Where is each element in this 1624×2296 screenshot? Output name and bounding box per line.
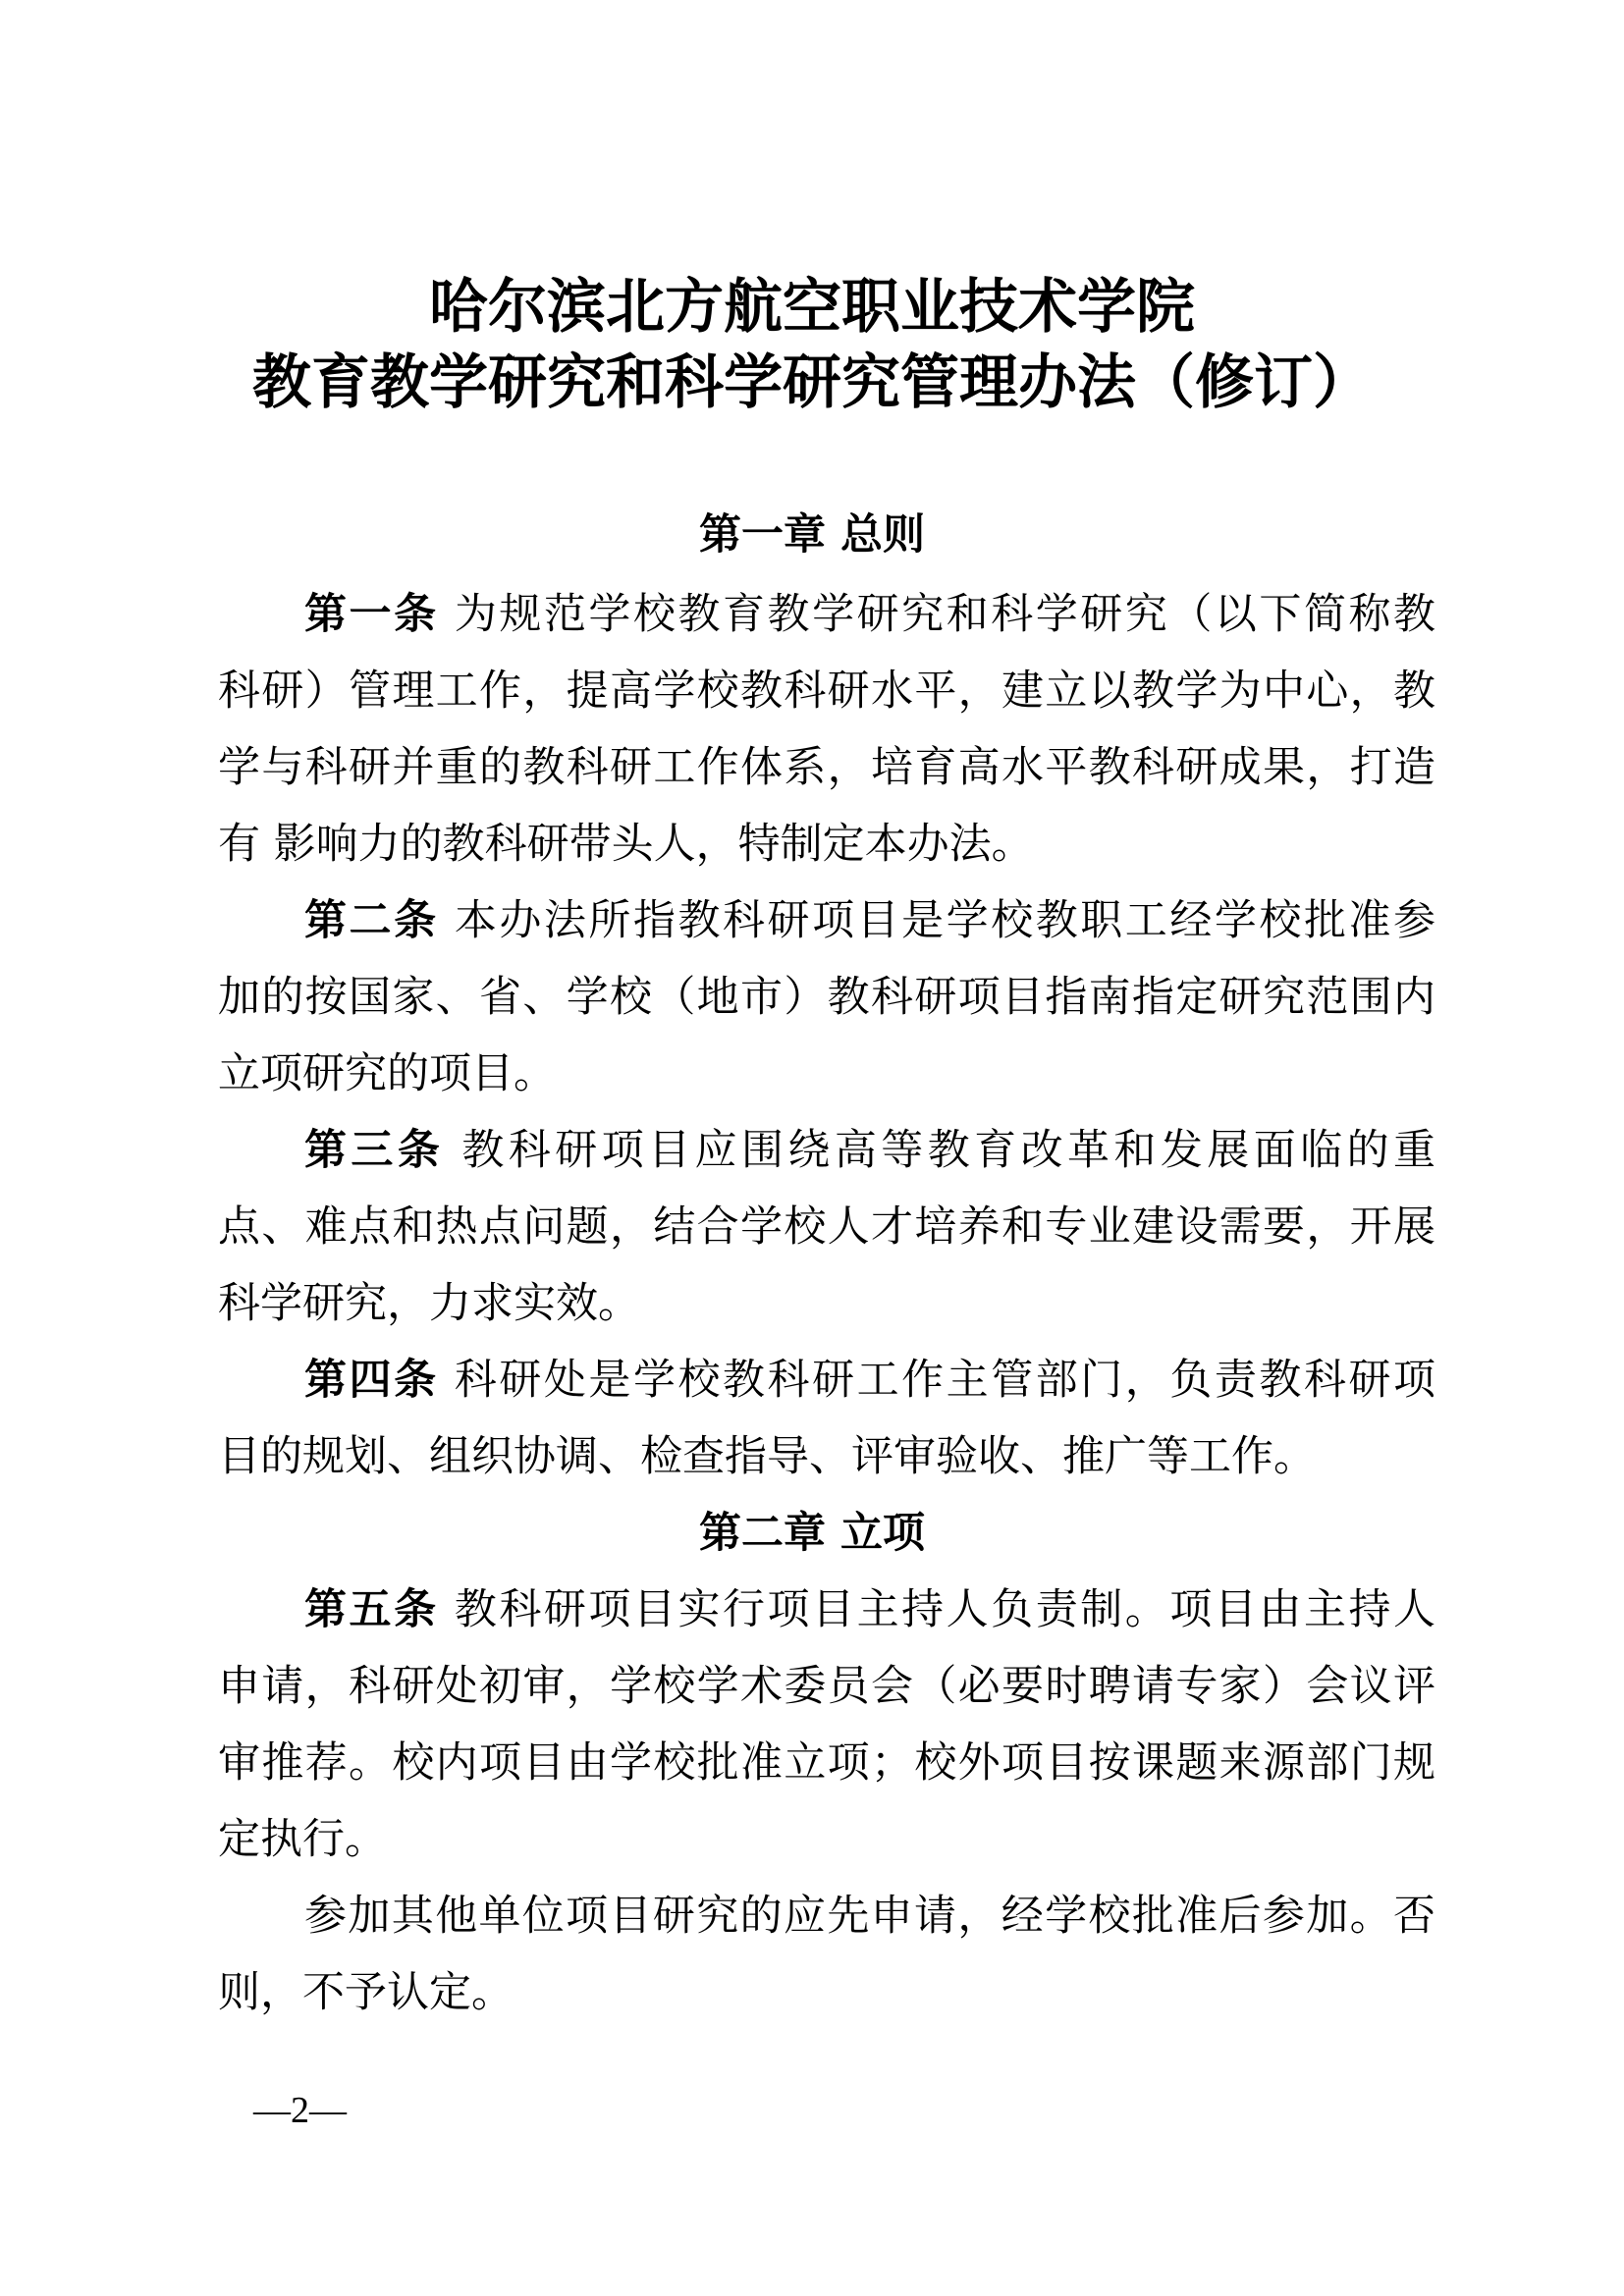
document-title-line-1: 哈尔滨北方航空职业技术学院 — [429, 273, 1195, 342]
chapter-heading-1: 第一章 总则 — [699, 510, 925, 560]
article-1-line-1 — [304, 590, 1435, 639]
article-2-line-3: 立项研究的项目。 — [218, 1049, 556, 1098]
article-2-line-1 — [304, 896, 1435, 945]
article-1-line-3: 学与科研并重的教科研工作体系，培育高水平教科研成果，打造 — [218, 743, 1435, 792]
page-number: —2— — [253, 2090, 347, 2131]
article-4-label: 第四条 — [304, 1356, 439, 1405]
article-5-line-1 — [304, 1585, 1435, 1634]
article-1-line-2: 科研）管理工作，提高学校教科研水平，建立以教学为中心，教 — [218, 667, 1435, 716]
article-3-line-3: 科学研究，力求实效。 — [218, 1279, 640, 1328]
article-2-text: 本办法所指教科研项目是学校教职工经学校批准参 — [454, 896, 1436, 945]
article-3-line-1 — [304, 1126, 1435, 1175]
article-5-text: 教科研项目实行项目主持人负责制。项目由主持人 — [454, 1585, 1436, 1634]
paragraph-6-line-1: 参加其他单位项目研究的应先申请，经学校批准后参加。否 — [304, 1892, 1435, 1941]
article-1-line-4: 有 影响力的教科研带头人，特制定本办法。 — [218, 820, 1034, 869]
document-title-line-2: 教育教学研究和科学研究管理办法（修订） — [252, 348, 1372, 417]
article-4-line-1 — [304, 1356, 1435, 1405]
article-2-line-2: 加的按国家、省、学校（地市）教科研项目指南指定研究范围内 — [218, 973, 1435, 1022]
article-4-line-2: 目的规划、组织协调、检查指导、评审验收、推广等工作。 — [218, 1432, 1316, 1481]
article-2-label: 第二条 — [304, 896, 439, 945]
article-3-label: 第三条 — [304, 1126, 445, 1175]
article-5-line-3: 审推荐。校内项目由学校批准立项；校外项目按课题来源部门规 — [218, 1738, 1435, 1788]
article-5-label: 第五条 — [304, 1585, 439, 1634]
article-1-text: 为规范学校教育教学研究和科学研究（以下简称教 — [454, 590, 1436, 639]
article-5-line-2: 申请，科研处初审，学校学术委员会（必要时聘请专家）会议评 — [218, 1662, 1435, 1711]
chapter-heading-2: 第二章 立项 — [699, 1509, 925, 1558]
paragraph-6-line-2: 则，不予认定。 — [218, 1968, 514, 2017]
article-3-text: 教科研项目应围绕高等教育改革和发展面临的重 — [461, 1126, 1436, 1175]
article-3-line-2: 点、难点和热点问题，结合学校人才培养和专业建设需要，开展 — [218, 1202, 1435, 1252]
article-1-label: 第一条 — [304, 590, 439, 639]
article-5-line-4: 定执行。 — [218, 1815, 387, 1864]
article-4-text: 科研处是学校教科研工作主管部门，负责教科研项 — [454, 1356, 1436, 1405]
